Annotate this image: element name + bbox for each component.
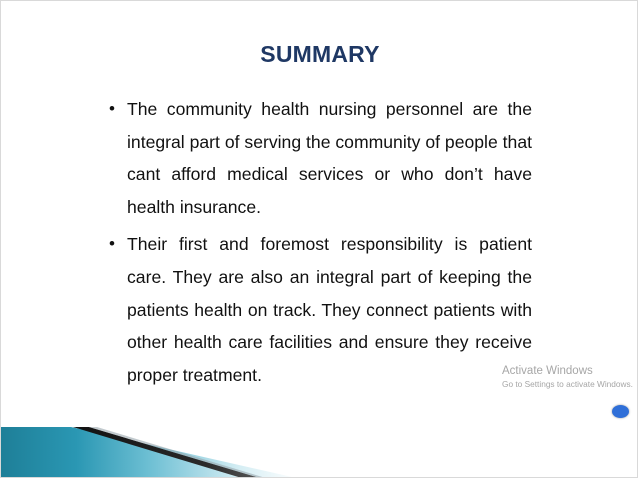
bullet-text: The community health nursing personnel are the integral part of serving the community of people that cant afford medical services or who don’t have health insurance. [127, 99, 532, 217]
watermark-title: Activate Windows [502, 365, 593, 377]
bullet-icon: • [109, 234, 115, 254]
slide-title: SUMMARY [260, 41, 380, 67]
decorative-swoosh [1, 421, 638, 478]
activate-windows-watermark [502, 365, 633, 390]
bullet-item [109, 228, 532, 391]
bullet-icon: • [109, 99, 115, 118]
watermark-subtitle: Go to Settings to activate Windows. [502, 379, 633, 389]
teal-swoosh [1, 427, 301, 478]
feedback-icon[interactable] [612, 405, 629, 418]
bullet-text: Their first and foremost responsibility is patient care. They are also an integral part of keeping the patients health on track. They connect patients with other health care facilities and ensure they receive proper treatment. [127, 234, 532, 385]
bullet-item [109, 93, 532, 223]
bullet-list [109, 93, 532, 396]
